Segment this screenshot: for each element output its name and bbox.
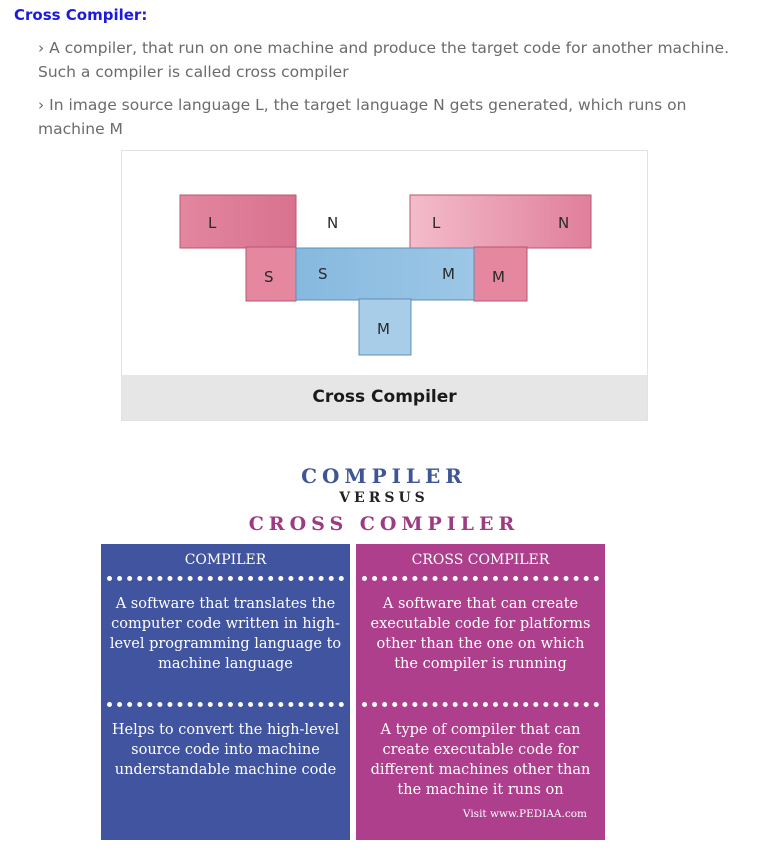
left-t-impl-label: S: [264, 268, 274, 286]
compiler-function: Helps to convert the high-level source code into machine understandable machine code: [111, 722, 340, 778]
cross-compiler-figure: [121, 150, 648, 421]
right-t-source-label: L: [432, 214, 441, 232]
cross-compiler-column-header: CROSS COMPILER: [411, 552, 550, 568]
dotted-divider: [107, 576, 344, 581]
compiler-column-header: COMPILER: [184, 552, 267, 568]
middle-t-target-label: M: [442, 265, 455, 283]
compiler-definition: A software that translates the computer code written in high-level programming language to machine language: [109, 596, 342, 672]
t-diagram: [122, 151, 647, 375]
comparison-title-versus: VERSUS: [339, 490, 429, 506]
cross-compiler-column: [356, 544, 605, 840]
cross-compiler-definition: A software that can create executable code for platforms other than the one on which the compiler is running: [370, 596, 591, 672]
middle-t-shape: [296, 248, 474, 355]
cross-compiler-function: A type of compiler that can create executable code for different machines other than the machine it runs on: [370, 722, 591, 798]
bullet-definition: › A compiler, that run on one machine and produce the target code for another machine. Such a compiler is called cross compiler: [38, 39, 729, 81]
dotted-divider: [107, 702, 344, 707]
right-t-target-label: N: [558, 214, 570, 232]
pediaa-credit: Visit www.PEDIAA.com: [462, 808, 587, 820]
figure-caption-bar: [122, 375, 647, 420]
section-heading: Cross Compiler:: [14, 6, 148, 24]
compiler-column: [101, 544, 350, 840]
figure-caption: Cross Compiler: [312, 387, 457, 407]
dotted-divider: [362, 702, 599, 707]
bullet-image-description: › In image source language L, the target language N gets generated, which runs on machine M: [38, 96, 687, 138]
dotted-divider: [362, 576, 599, 581]
comparison-title-cross-compiler: CROSS COMPILER: [248, 513, 520, 535]
middle-t-impl-label: M: [377, 320, 390, 338]
left-t-source-label: L: [208, 214, 217, 232]
middle-t-source-label: S: [318, 265, 328, 283]
left-t-target-label: N: [327, 214, 339, 232]
comparison-title-compiler: COMPILER: [301, 464, 467, 488]
right-t-impl-label: M: [492, 268, 505, 286]
